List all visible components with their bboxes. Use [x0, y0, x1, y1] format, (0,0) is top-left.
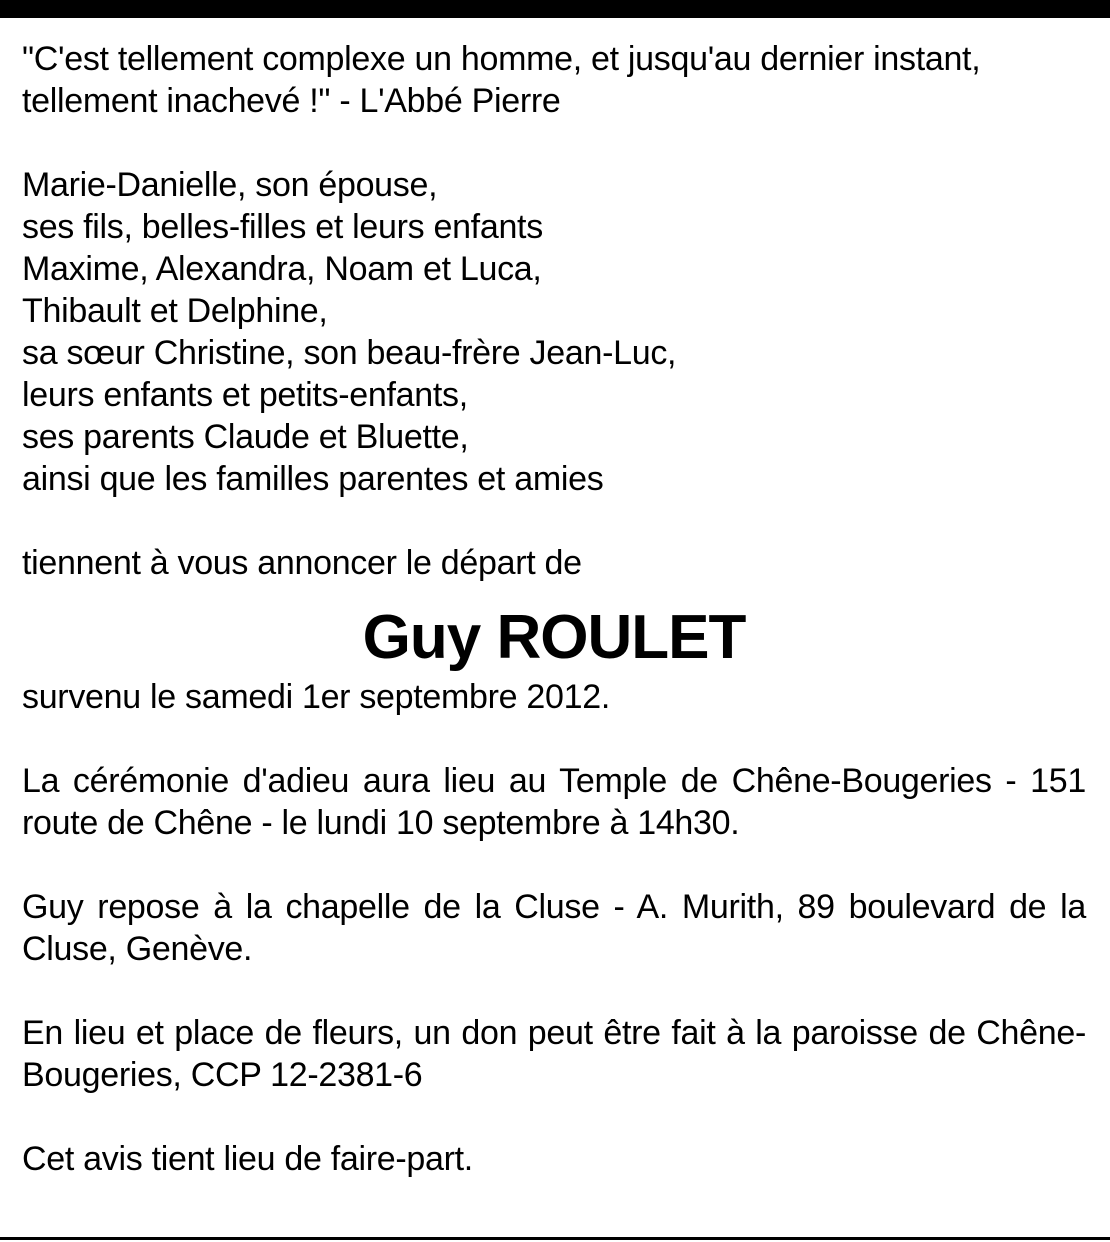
spacer: [22, 970, 1086, 1012]
date-of-passing: survenu le samedi 1er septembre 2012.: [22, 678, 611, 716]
donation-details: En lieu et place de fleurs, un don peut être fait à la paroisse de Chêne-Bougeries, CCP 12-2381-6: [22, 1014, 1086, 1094]
top-border-rule: [0, 0, 1110, 18]
family-line: ses fils, belles-filles et leurs enfants: [22, 208, 543, 246]
spacer: [22, 718, 1086, 760]
deceased-name: Guy ROULET: [362, 603, 746, 672]
obituary-notice: [22, 38, 1086, 1180]
bottom-border-rule: [0, 1237, 1110, 1240]
rest-place-details: Guy repose à la chapelle de la Cluse - A. Murith, 89 boulevard de la Cluse, Genève.: [22, 888, 1086, 968]
family-line: sa sœur Christine, son beau-frère Jean-Luc,: [22, 334, 677, 372]
family-line: leurs enfants et petits-enfants,: [22, 376, 468, 414]
family-line: Maxime, Alexandra, Noam et Luca,: [22, 250, 542, 288]
spacer: [22, 500, 1086, 542]
family-list: [22, 164, 1086, 500]
family-line: Marie-Danielle, son épouse,: [22, 166, 438, 204]
announcement-text: tiennent à vous annoncer le départ de: [22, 544, 582, 582]
quote-line-1: "C'est tellement complexe un homme, et jusqu'au dernier instant,: [22, 40, 981, 78]
family-line: ses parents Claude et Bluette,: [22, 418, 469, 456]
ceremony-details: La cérémonie d'adieu aura lieu au Temple de Chêne-Bougeries - 151 route de Chêne - le lundi 10 septembre à 14h30.: [22, 762, 1086, 842]
spacer: [22, 844, 1086, 886]
spacer: [22, 122, 1086, 164]
closing-note: Cet avis tient lieu de faire-part.: [22, 1140, 473, 1178]
family-line: ainsi que les familles parentes et amies: [22, 460, 604, 498]
quote-line-2: tellement inachevé !" - L'Abbé Pierre: [22, 82, 561, 120]
family-line: Thibault et Delphine,: [22, 292, 328, 330]
spacer: [22, 1096, 1086, 1138]
